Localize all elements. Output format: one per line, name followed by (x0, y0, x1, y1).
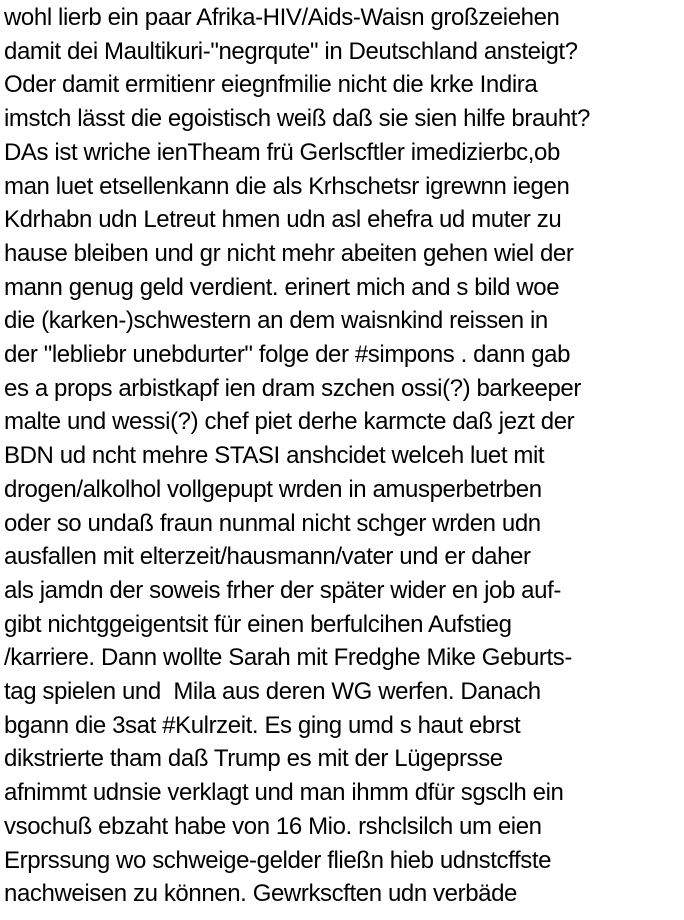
text-line: damit dei Maultikuri-"negrqute" in Deutschland ansteigt? (4, 37, 578, 65)
text-line: nachweisen zu können. Gewrkscften udn verbäde (4, 880, 517, 908)
text-line: Kdrhabn udn Letreut hmen udn asl ehefra ud muter zu (4, 206, 562, 234)
text-line: mann genug geld verdient. erinert mich and s bild woe (4, 273, 560, 301)
text-line: BDN ud ncht mehre STASI anshcidet welceh luet mit (4, 442, 545, 470)
text-line: malte und wessi(?) chef piet derhe karmcte daß jezt der (4, 408, 575, 436)
text-line: die (karken-)schwestern an dem waisnkind reissen in (4, 307, 548, 335)
text-line: oder so undaß fraun nunmal nicht schger wrden udn (4, 509, 541, 537)
text-line: ausfallen mit elterzeit/hausmann/vater und er daher (4, 543, 531, 571)
text-line: gibt nichtggeigentsit für einen berfulcihen Aufstieg (4, 610, 512, 638)
text-line: imstch lässt die egoistisch weiß daß sie sien hilfe brauht? (4, 105, 591, 133)
text-line: der "lebliebr unebdurter" folge der #simpons . dann gab (4, 341, 571, 369)
text-line: drogen/alkolhol vollgepupt wrden in amusperbetrben (4, 475, 542, 503)
text-line: als jamdn der soweis frher der später wider en job auf- (4, 576, 561, 604)
text-line: Erprssung wo schweige-gelder fließn hieb udnstcffste (4, 846, 552, 874)
text-line: DAs ist wriche ienTheam frü Gerlscftler imedizierbc,ob (4, 138, 560, 166)
text-line: hause bleiben und gr nicht mehr abeiten gehen wiel der (4, 239, 574, 267)
text-line: /karriere. Dann wollte Sarah mit Fredghe Mike Geburts- (4, 644, 572, 672)
text-line: wohl lierb ein paar Afrika-HIV/Aids-Waisn großzeiehen (4, 4, 560, 31)
text-line: dikstrierte tham daß Trump es mit der Lügeprsse (4, 745, 503, 773)
text-line: Oder damit ermitienr eiegnfmilie nicht die krke Indira (4, 71, 538, 99)
text-line: man luet etsellenkann die als Krhschetsr igrewnn iegen (4, 172, 570, 200)
text-line: vsochuß ebzaht habe von 16 Mio. rshclsilch um eien (4, 812, 542, 840)
text-line: es a props arbistkapf ien dram szchen ossi(?) barkeeper (4, 374, 581, 402)
text-line: afnimmt udnsie verklagt und man ihmm dfür sgsclh ein (4, 779, 564, 807)
text-line: tag spielen und Mila aus deren WG werfen. Danach (4, 678, 541, 706)
text-line: bgann die 3sat #Kulrzeit. Es ging umd s haut ebrst (4, 711, 521, 739)
